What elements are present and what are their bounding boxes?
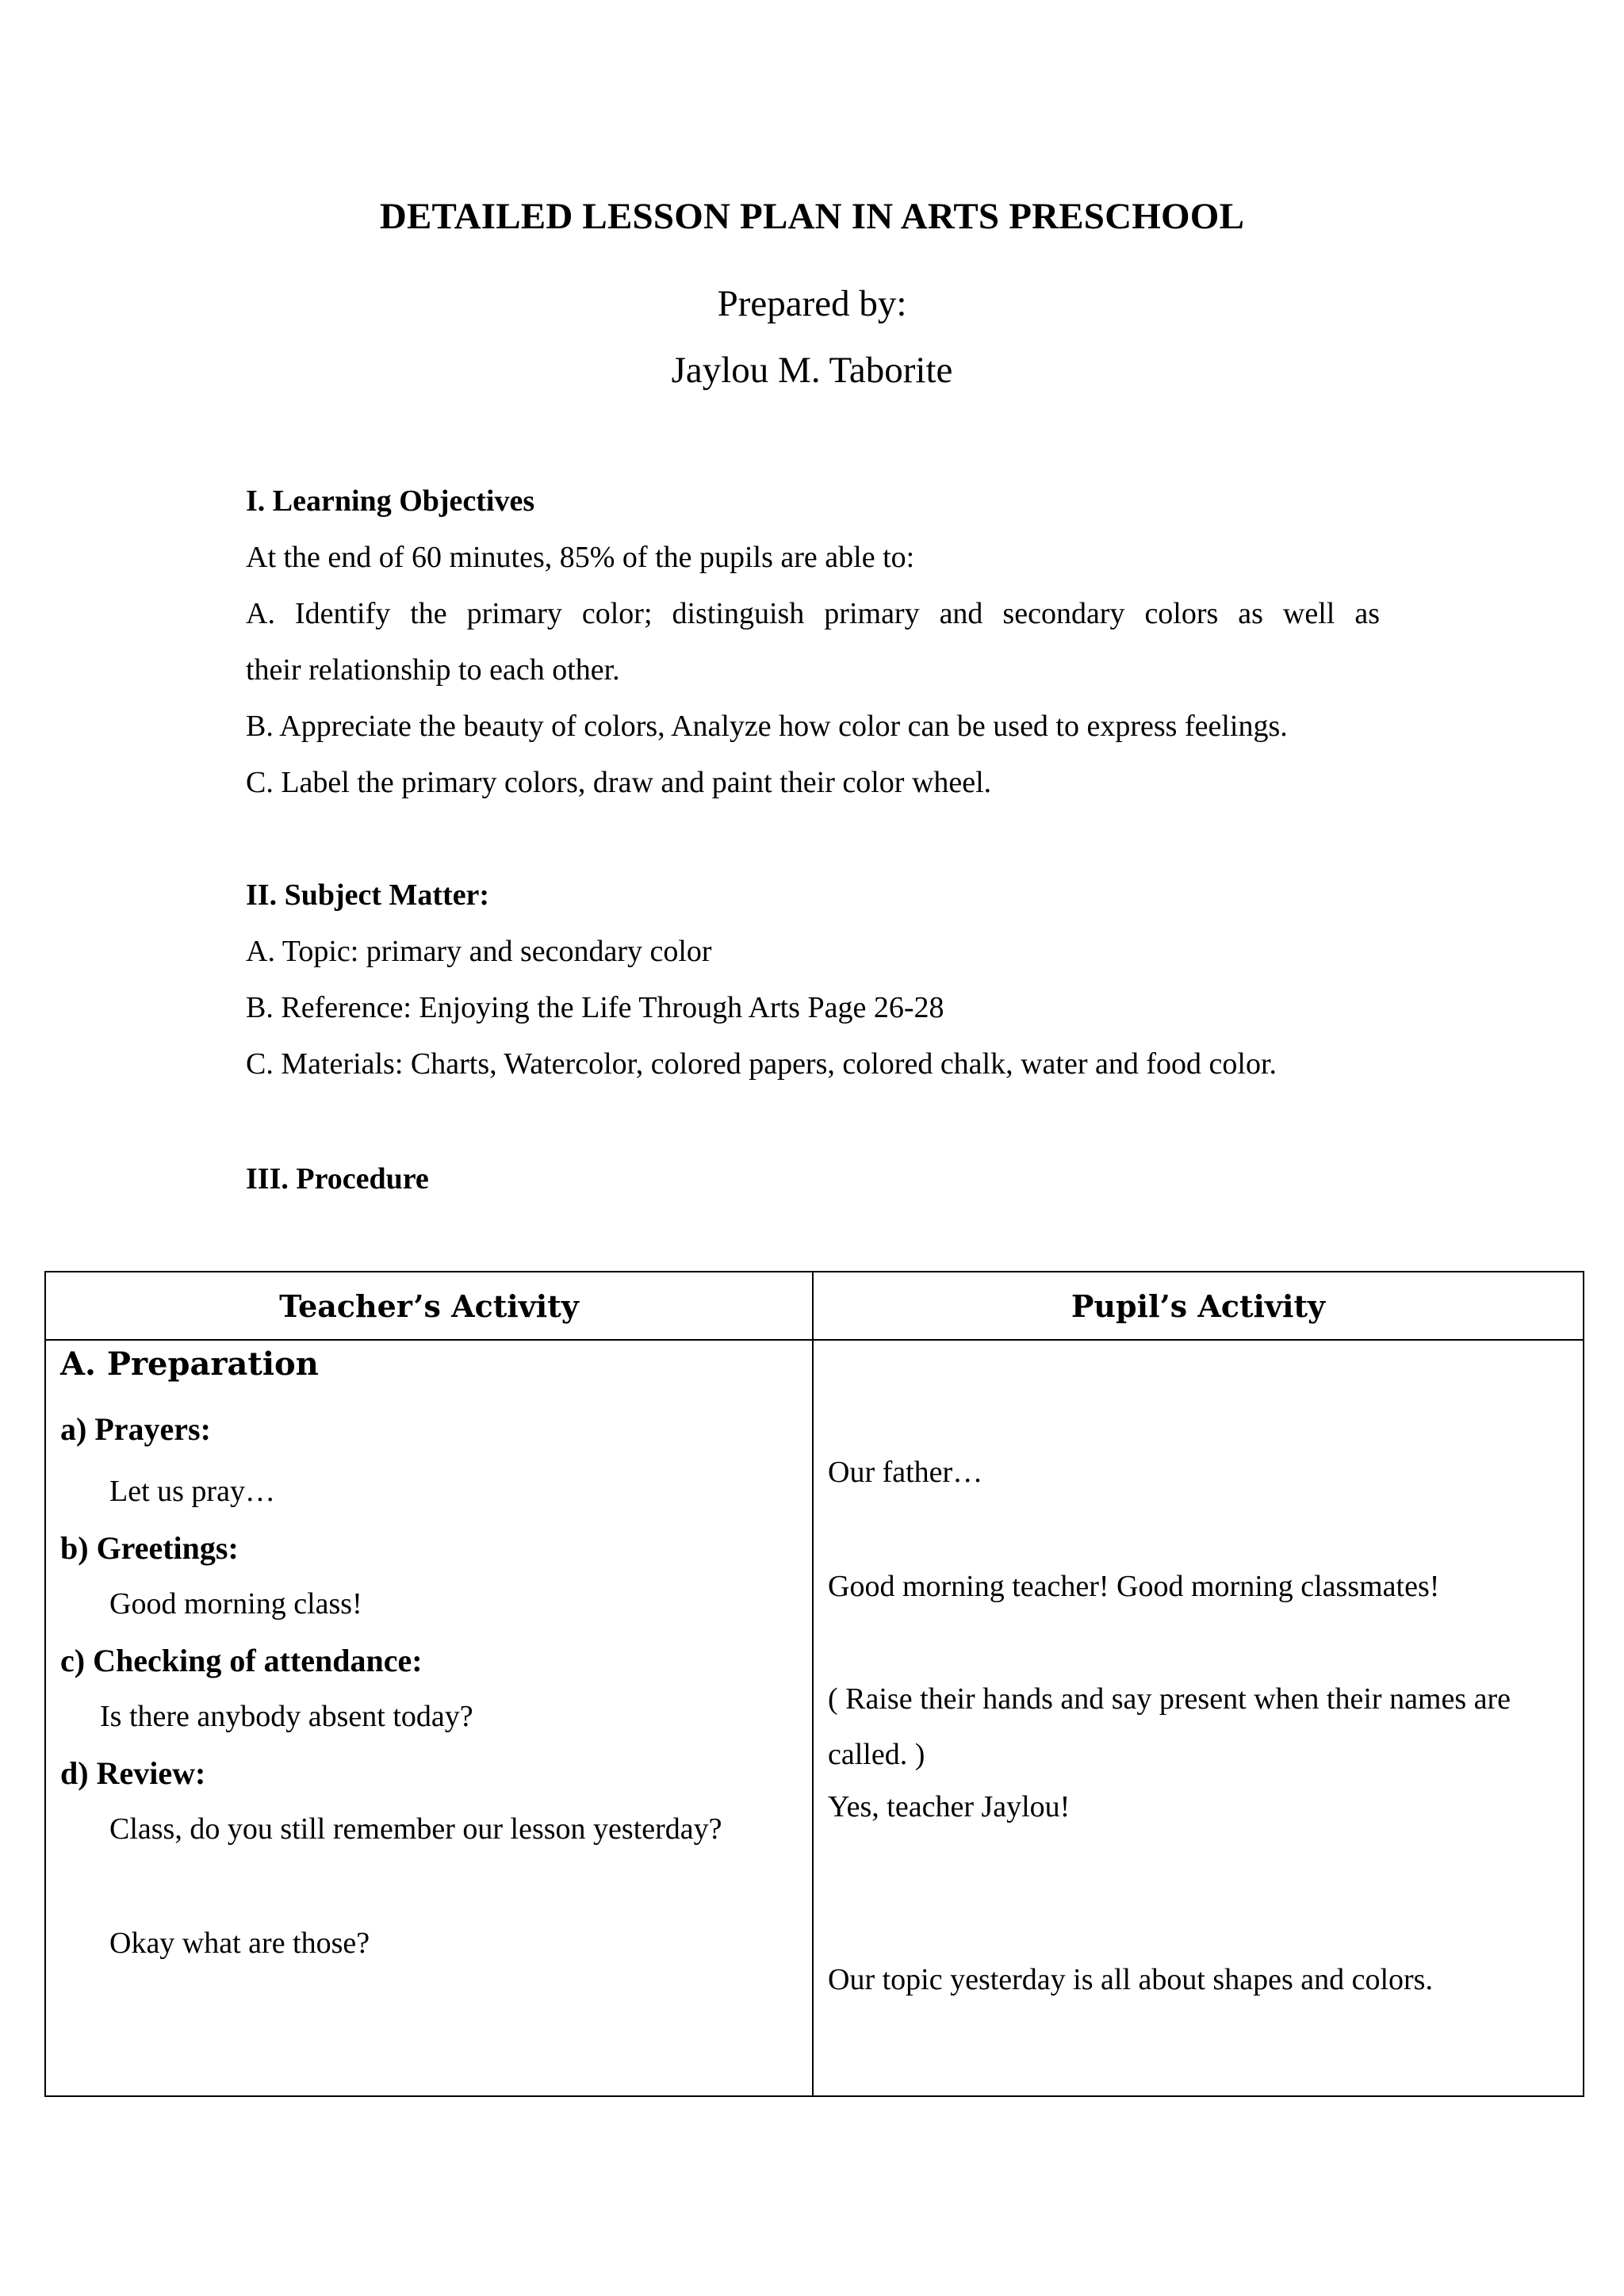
- subject-materials: C. Materials: Charts, Watercolor, colored papers, colored chalk, water and food color.: [246, 1047, 1277, 1081]
- topic-response: Our topic yesterday is all about shapes and colors.: [828, 1963, 1433, 1996]
- teacher-activity-header: Teacher’s Activity: [45, 1272, 813, 1340]
- objectives-intro: At the end of 60 minutes, 85% of the pupils are able to:: [246, 541, 915, 574]
- pupil-activity-cell: [813, 1340, 1584, 2096]
- teacher-activity-cell: [45, 1340, 813, 2096]
- attendance-response-continued: called. ): [828, 1738, 925, 1771]
- greetings-text: Good morning class!: [109, 1587, 362, 1621]
- objective-b: B. Appreciate the beauty of colors, Analyze how color can be used to express feelings.: [246, 710, 1288, 743]
- author-name: Jaylou M. Taborite: [671, 350, 953, 391]
- subject-topic: A. Topic: primary and secondary color: [246, 935, 712, 968]
- attendance-response: ( Raise their hands and say present when their names are: [828, 1682, 1511, 1716]
- table-row: [45, 1340, 1584, 2096]
- table-header-row: [45, 1272, 1584, 1340]
- prayers-label: a) Prayers:: [60, 1411, 211, 1447]
- pupil-activity-header: Pupil’s Activity: [813, 1272, 1584, 1340]
- objective-a: A. Identify the primary color; distinguish primary and secondary colors as well as: [246, 597, 1380, 630]
- greeting-response: Good morning teacher! Good morning classmates!: [828, 1570, 1440, 1603]
- learning-objectives-section: [246, 473, 1380, 811]
- learning-objectives-heading: I. Learning Objectives: [246, 484, 535, 518]
- review-text: Class, do you still remember our lesson yesterday?: [109, 1812, 722, 1846]
- subject-reference: B. Reference: Enjoying the Life Through Arts Page 26-28: [246, 991, 944, 1024]
- prayers-text: Let us pray…: [109, 1475, 275, 1508]
- review-label: d) Review:: [60, 1755, 206, 1791]
- prayer-response: Our father…: [828, 1456, 983, 1489]
- greetings-label: b) Greetings:: [60, 1530, 239, 1566]
- subject-matter-section: [246, 867, 1380, 1093]
- attendance-text: Is there anybody absent today?: [100, 1700, 473, 1733]
- procedure-table: [44, 1271, 1584, 2097]
- review-followup: Okay what are those?: [109, 1927, 370, 1960]
- objective-c: C. Label the primary colors, draw and paint their color wheel.: [246, 766, 992, 799]
- prepared-by-label: Prepared by:: [717, 283, 907, 324]
- objective-a-continued: their relationship to each other.: [246, 653, 620, 687]
- review-response: Yes, teacher Jaylou!: [828, 1790, 1071, 1823]
- procedure-section: [246, 1151, 1380, 1207]
- attendance-label: c) Checking of attendance:: [60, 1643, 423, 1678]
- document-title: DETAILED LESSON PLAN IN ARTS PRESCHOOL: [379, 196, 1245, 237]
- subject-matter-heading: II. Subject Matter:: [246, 878, 490, 912]
- preparation-heading: A. Preparation: [60, 1345, 319, 1383]
- procedure-heading: III. Procedure: [246, 1162, 429, 1196]
